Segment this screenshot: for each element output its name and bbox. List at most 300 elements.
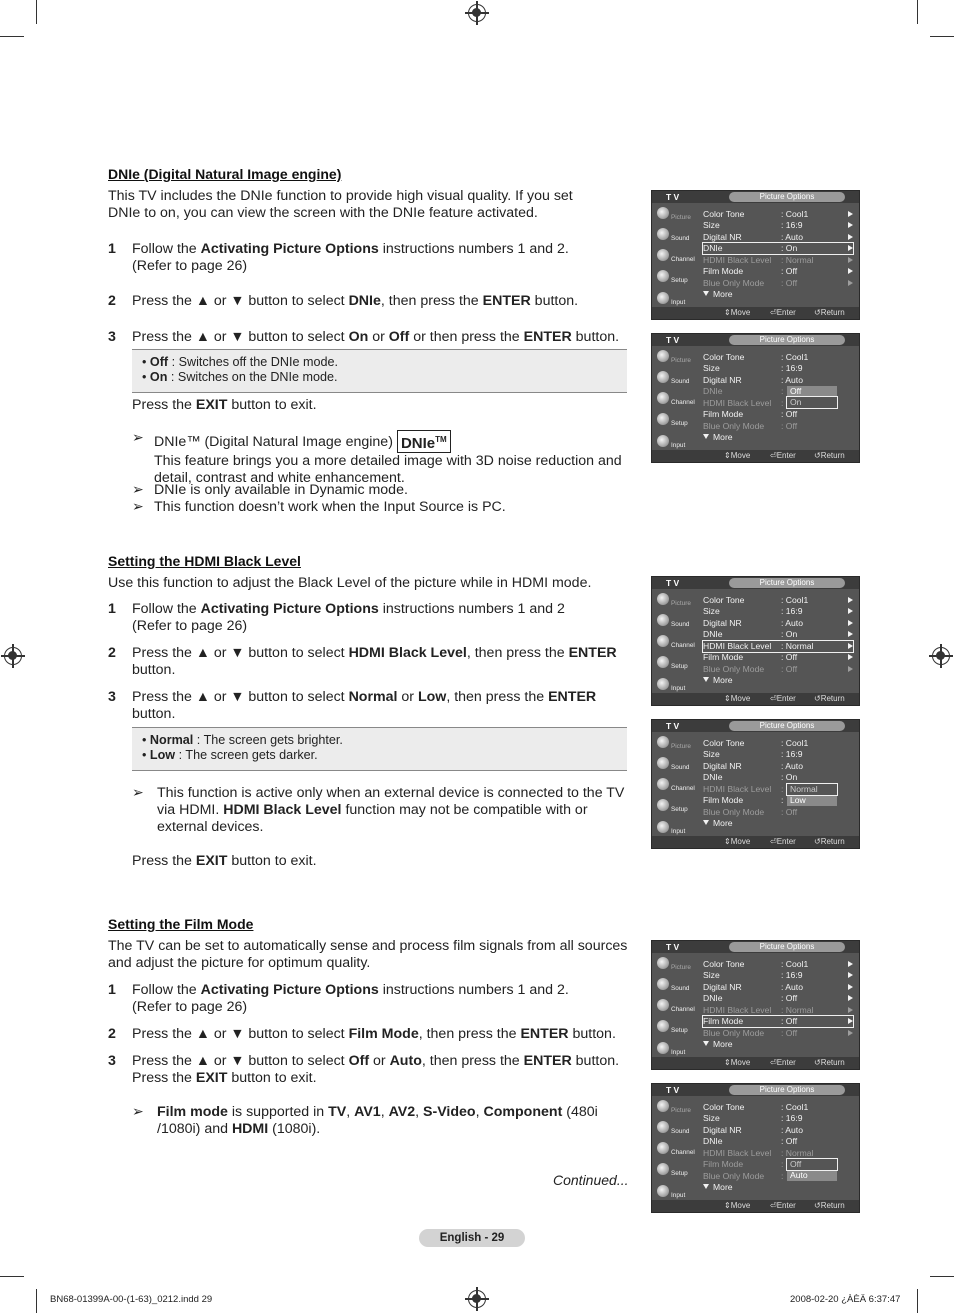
osd-row-label: HDMI Black Level (703, 255, 772, 265)
arrow-down-icon (703, 291, 709, 296)
osd-row-label: Size (703, 970, 720, 980)
osd-title-bar (652, 720, 859, 732)
osd-option-off: Off (787, 1159, 837, 1170)
osd-side-setup (654, 1018, 696, 1038)
sound-icon (657, 978, 669, 990)
osd-row-value: : Auto (781, 1125, 803, 1135)
step-text (132, 601, 628, 635)
footer-file-name: BN68-01399A-00-(1-63)_0212.indd 29 (50, 1294, 213, 1305)
step-text-part: instructions numbers 1 and 2. (378, 241, 569, 257)
note-text (157, 1104, 627, 1138)
film-intro-line: and adjust the picture for optimum quality. (108, 955, 371, 971)
setup-icon (657, 799, 669, 811)
dnie-exit-text (132, 397, 652, 414)
osd-row-hdmi (703, 1148, 853, 1159)
step-text-part: button. (571, 1053, 620, 1069)
osd-row-label: Film Mode (703, 652, 744, 662)
bullet: • (142, 733, 150, 747)
step-text-part: or (369, 1053, 390, 1069)
osd-row-blue (703, 807, 853, 818)
osd-side-label: Input (671, 828, 686, 835)
film-intro (108, 938, 628, 972)
osd-row-value: : 16:9 (781, 970, 803, 980)
osd-side-setup (654, 1161, 696, 1181)
osd-foot-label: Enter (776, 694, 796, 703)
osd-row-label: HDMI Black Level (703, 641, 772, 651)
step-number: 2 (108, 645, 116, 661)
step-text-bold: Auto (389, 1053, 422, 1069)
osd-row-value: : Cool1 (781, 738, 809, 748)
osd-row-label: Digital NR (703, 375, 742, 385)
osd-row-label: Digital NR (703, 982, 742, 992)
osd-row-value: : Normal (781, 641, 814, 651)
osd-row-value: : Off (781, 993, 798, 1003)
osd-title-bar (652, 1084, 859, 1096)
osd-row-value: : Normal (781, 1148, 814, 1158)
dnie-options-box (132, 349, 627, 393)
osd-foot-label: Move (730, 308, 751, 317)
osd-title-bar (652, 577, 859, 589)
osd-side-label: Channel (671, 642, 695, 649)
osd-row-label: DNIe (703, 243, 723, 253)
osd-side-sound (654, 1119, 696, 1139)
film-intro-line: The TV can be set to automatically sense and process film signals from all sources (108, 938, 628, 954)
step-text-part: or (397, 689, 418, 705)
osd-side-label: Picture (671, 600, 691, 607)
exit-text-bold: EXIT (195, 853, 228, 869)
osd-side-label: Setup (671, 663, 688, 670)
step-text-bold: ENTER (548, 689, 597, 705)
arrow-right-icon (848, 666, 853, 672)
setup-icon (657, 656, 669, 668)
sound-icon (657, 371, 669, 383)
dnie-heading: DNIe (Digital Natural Image engine) (108, 166, 342, 182)
osd-popup-dnie (787, 386, 837, 408)
osd-title-bar (652, 334, 859, 346)
osd-side-label: Input (671, 442, 686, 449)
option-name: Normal (149, 733, 194, 747)
osd-foot-move: ⇕ Move (724, 1201, 751, 1210)
osd-side-channel (654, 1140, 696, 1160)
osd-row-value: : 16:9 (781, 220, 803, 230)
osd-foot-enter: ⏎ Enter (770, 1201, 796, 1210)
osd-tv-label: T V (666, 721, 680, 731)
channel-icon (657, 1142, 669, 1154)
osd-row-value: : Off (781, 1028, 798, 1038)
step-text-bold: Off (348, 1053, 370, 1069)
osd-row-value: : On (781, 629, 798, 639)
step-text (132, 293, 628, 310)
arrow-right-icon (848, 995, 853, 1001)
registration-mark-icon (4, 647, 22, 665)
arrow-right-icon (848, 654, 853, 660)
osd-menu-title: Picture Options (729, 192, 845, 202)
arrow-right-icon (848, 620, 853, 626)
osd-more (703, 675, 733, 686)
osd-menu-title: Picture Options (729, 578, 845, 588)
osd-row-digital-nr (703, 1125, 853, 1136)
osd-row-film (703, 652, 853, 663)
osd-screen-dnie-select (651, 190, 860, 320)
osd-foot-label: Enter (776, 308, 796, 317)
osd-row-value: : Off (781, 278, 798, 288)
osd-side-label: Input (671, 299, 686, 306)
osd-row-hdmi (703, 255, 853, 266)
osd-sidebar (654, 348, 696, 456)
osd-foot-enter: ⏎ Enter (770, 694, 796, 703)
osd-side-label: Picture (671, 357, 691, 364)
osd-row-size (703, 970, 853, 981)
crop-mark (930, 36, 954, 37)
channel-icon (657, 778, 669, 790)
osd-side-channel (654, 633, 696, 653)
osd-row-value: : (781, 1171, 784, 1181)
osd-title-bar (652, 941, 859, 953)
osd-row-label: Size (703, 606, 720, 616)
osd-row-label: DNIe (703, 629, 723, 639)
osd-row-color-tone (703, 1102, 853, 1113)
picture-icon (657, 207, 669, 219)
note-text-part: (1080i). (268, 1121, 321, 1137)
step-text-part: button. (530, 293, 579, 309)
osd-foot-label: Return (820, 837, 845, 846)
osd-side-sound (654, 612, 696, 632)
note-arrow-icon: ➢ (132, 430, 144, 446)
osd-row-value: : Auto (781, 982, 803, 992)
osd-side-label: Sound (671, 985, 690, 992)
crop-mark (0, 1276, 24, 1277)
osd-foot-return: ↺ Return (814, 837, 845, 846)
osd-side-sound (654, 226, 696, 246)
osd-side-picture (654, 1098, 696, 1118)
step-text (132, 1026, 628, 1043)
note-text-part: (480i (562, 1104, 598, 1120)
osd-tv-label: T V (666, 942, 680, 952)
picture-icon (657, 1100, 669, 1112)
osd-row-dnie (703, 772, 853, 783)
step-text-part: Press the (132, 1070, 196, 1086)
osd-foot-label: Enter (776, 837, 796, 846)
step-number: 1 (108, 982, 116, 998)
osd-side-label: Sound (671, 235, 690, 242)
osd-foot-label: Return (820, 1201, 845, 1210)
osd-row-label: Film Mode (703, 795, 744, 805)
arrow-down-icon (703, 677, 709, 682)
picture-icon (657, 593, 669, 605)
osd-row-label: Size (703, 363, 720, 373)
osd-side-setup (654, 654, 696, 674)
osd-row-color-tone (703, 595, 853, 606)
osd-row-label: Blue Only Mode (703, 664, 765, 674)
arrow-right-icon (848, 643, 853, 649)
osd-row-color-tone (703, 738, 853, 749)
step-text-part: , then press the (421, 1053, 524, 1069)
note-arrow-icon: ➢ (132, 499, 144, 515)
step-text (132, 645, 628, 679)
osd-row-label: Blue Only Mode (703, 807, 765, 817)
osd-foot-label: Return (820, 694, 845, 703)
osd-tv-label: T V (666, 335, 680, 345)
step-text (132, 329, 628, 346)
osd-sidebar (654, 734, 696, 842)
option-name: Low (149, 748, 176, 762)
osd-side-sound (654, 369, 696, 389)
step-text-part: , then press the (466, 645, 569, 661)
osd-footer (652, 1057, 859, 1069)
osd-foot-return: ↺ Return (814, 694, 845, 703)
osd-tv-label: T V (666, 578, 680, 588)
osd-foot-label: Return (820, 308, 845, 317)
osd-side-label: Sound (671, 621, 690, 628)
input-icon (657, 292, 669, 304)
osd-side-label: Channel (671, 1149, 695, 1156)
crop-mark (930, 1276, 954, 1277)
osd-more (703, 289, 733, 300)
osd-row-label: HDMI Black Level (703, 784, 772, 794)
osd-row-label: Color Tone (703, 352, 745, 362)
osd-row-value: : Off (781, 652, 798, 662)
osd-side-setup (654, 797, 696, 817)
osd-row-value: : Off (781, 807, 798, 817)
channel-icon (657, 635, 669, 647)
step-text-bold: Activating Picture Options (200, 241, 379, 257)
bullet: • (142, 355, 150, 369)
note-text-part: external devices. (157, 819, 264, 835)
osd-more-label: More (713, 818, 733, 828)
osd-sidebar (654, 1098, 696, 1206)
osd-side-channel (654, 390, 696, 410)
registration-mark-icon (932, 647, 950, 665)
arrow-right-icon (848, 984, 853, 990)
note-text-part: This feature brings you a more detailed image with 3D noise reduction and (154, 453, 622, 469)
crop-mark (917, 1289, 918, 1313)
footer-timestamp: 2008-02-20 ¿ÀÈÄ 6:37:47 (790, 1294, 901, 1305)
note-text-bold: Film mode (157, 1104, 228, 1120)
step-text (132, 1053, 628, 1087)
option-desc: : Switches off the DNIe mode. (168, 355, 338, 369)
osd-side-label: Channel (671, 399, 695, 406)
osd-side-label: Setup (671, 277, 688, 284)
step-text-part: Follow the (132, 241, 201, 257)
arrow-right-icon (848, 245, 853, 251)
osd-row-digital-nr (703, 618, 853, 629)
crop-mark (36, 0, 37, 24)
note-arrow-icon: ➢ (132, 1104, 144, 1120)
osd-side-label: Input (671, 685, 686, 692)
osd-side-label: Setup (671, 806, 688, 813)
osd-foot-return: ↺ Return (814, 1058, 845, 1067)
osd-row-label: Size (703, 1113, 720, 1123)
osd-row-color-tone (703, 959, 853, 970)
step-text-part: instructions numbers 1 and 2. (378, 982, 569, 998)
osd-row-label: Blue Only Mode (703, 421, 765, 431)
step-text-part: Press the ▲ or ▼ button to select (132, 329, 349, 345)
osd-row-label: Digital NR (703, 232, 742, 242)
osd-row-label: HDMI Black Level (703, 398, 772, 408)
sound-icon (657, 614, 669, 626)
osd-title-bar (652, 191, 859, 203)
osd-foot-return: ↺ Return (814, 308, 845, 317)
sound-icon (657, 757, 669, 769)
note-text-part: , (475, 1104, 484, 1120)
osd-row-digital-nr (703, 982, 853, 993)
osd-side-channel (654, 776, 696, 796)
osd-side-picture (654, 734, 696, 754)
osd-side-label: Sound (671, 764, 690, 771)
osd-row-hdmi (703, 1005, 853, 1016)
osd-foot-enter: ⏎ Enter (770, 1058, 796, 1067)
osd-footer (652, 1200, 859, 1212)
osd-row-size (703, 749, 853, 760)
input-icon (657, 678, 669, 690)
osd-more (703, 432, 733, 443)
step-text-bold: On (348, 329, 369, 345)
osd-row-value: : Auto (781, 375, 803, 385)
osd-foot-move: ⇕ Move (724, 837, 751, 846)
osd-side-label: Setup (671, 1027, 688, 1034)
logo-text: DNIe (400, 435, 436, 452)
osd-row-value: : (781, 784, 784, 794)
step-number: 3 (108, 1053, 116, 1069)
osd-more-label: More (713, 432, 733, 442)
osd-side-label: Channel (671, 785, 695, 792)
note-text-part: detail, contrast and white enhancement. (154, 470, 405, 486)
osd-row-value: : Off (781, 266, 798, 276)
step-text-part: , then press the (446, 689, 549, 705)
step-text-bold: EXIT (195, 1070, 228, 1086)
osd-row-value: : (781, 398, 784, 408)
crop-mark (0, 36, 24, 37)
picture-icon (657, 957, 669, 969)
note-text (157, 785, 627, 836)
continued-label: Continued... (553, 1172, 629, 1188)
osd-side-label: Channel (671, 256, 695, 263)
osd-menu-title: Picture Options (729, 1085, 845, 1095)
note-text-part: is supported in (227, 1104, 329, 1120)
step-text-part: Press the ▲ or ▼ button to select (132, 1053, 349, 1069)
osd-row-digital-nr (703, 232, 853, 243)
osd-side-label: Input (671, 1049, 686, 1056)
arrow-right-icon (848, 234, 853, 240)
osd-foot-label: Move (730, 1201, 751, 1210)
osd-row-value: : Cool1 (781, 209, 809, 219)
arrow-right-icon (848, 972, 853, 978)
osd-foot-move: ⇕ Move (724, 1058, 751, 1067)
osd-row-dnie (703, 243, 853, 254)
note-text-bold: TV (328, 1104, 347, 1120)
osd-row-label: HDMI Black Level (703, 1148, 772, 1158)
osd-option-normal: Normal (787, 784, 837, 795)
step-text-part: Press the ▲ or ▼ button to select (132, 1026, 349, 1042)
osd-row-dnie (703, 993, 853, 1004)
osd-row-value: : Auto (781, 232, 803, 242)
arrow-right-icon (848, 257, 853, 263)
arrow-right-icon (848, 222, 853, 228)
osd-row-label: HDMI Black Level (703, 1005, 772, 1015)
osd-footer (652, 307, 859, 319)
osd-side-setup (654, 268, 696, 288)
osd-row-value: : Normal (781, 255, 814, 265)
note-text-part: , (415, 1104, 424, 1120)
osd-row-label: DNIe (703, 386, 723, 396)
osd-row-label: Color Tone (703, 959, 745, 969)
note-text-bold: AV2 (388, 1104, 416, 1120)
osd-row-label: Film Mode (703, 266, 744, 276)
note-arrow-icon: ➢ (132, 482, 144, 498)
exit-text-part: button to exit. (227, 397, 317, 413)
osd-row-label: Color Tone (703, 1102, 745, 1112)
osd-screen-hdmi-select (651, 576, 860, 706)
osd-option-low: Low (787, 795, 837, 806)
osd-row-label: Digital NR (703, 761, 742, 771)
osd-row-label: Color Tone (703, 209, 745, 219)
osd-foot-label: Move (730, 694, 751, 703)
step-number: 1 (108, 241, 116, 257)
osd-row-size (703, 1113, 853, 1124)
osd-row-value: : (781, 386, 784, 396)
osd-row-digital-nr (703, 375, 853, 386)
arrow-down-icon (703, 434, 709, 439)
step-text-part: Press the ▲ or ▼ button to select (132, 293, 349, 309)
input-icon (657, 1185, 669, 1197)
step-text-part: button. (571, 329, 620, 345)
bullet: • (142, 748, 150, 762)
osd-row-size (703, 363, 853, 374)
input-icon (657, 1042, 669, 1054)
osd-side-label: Picture (671, 964, 691, 971)
arrow-down-icon (703, 1184, 709, 1189)
picture-icon (657, 350, 669, 362)
hdmi-options-box (132, 727, 627, 771)
osd-tv-label: T V (666, 192, 680, 202)
option-desc: : The screen gets darker. (175, 748, 318, 762)
osd-foot-enter: ⏎ Enter (770, 451, 796, 460)
step-text-part: (Refer to page 26) (132, 258, 248, 274)
arrow-right-icon (848, 631, 853, 637)
step-text-bold: Off (388, 329, 410, 345)
registration-mark-icon (468, 4, 486, 22)
note-text-bold: Component (483, 1104, 563, 1120)
osd-side-channel (654, 997, 696, 1017)
exit-text-part: Press the (132, 397, 196, 413)
note-text-bold: HDMI Black Level (223, 802, 342, 818)
step-number: 3 (108, 689, 116, 705)
osd-row-size (703, 606, 853, 617)
osd-row-label: Film Mode (703, 1016, 744, 1026)
note-text-part: function may not be compatible with or (341, 802, 588, 818)
osd-row-hdmi (703, 641, 853, 652)
option-name: On (149, 370, 168, 384)
osd-row-value: : Off (781, 664, 798, 674)
arrow-down-icon (703, 1041, 709, 1046)
option-desc: : Switches on the DNIe mode. (167, 370, 338, 384)
osd-row-value: : Normal (781, 1005, 814, 1015)
osd-side-label: Sound (671, 1128, 690, 1135)
osd-side-sound (654, 755, 696, 775)
note-text-part: , (380, 1104, 389, 1120)
step-text-bold: ENTER (568, 645, 617, 661)
osd-menu-title: Picture Options (729, 335, 845, 345)
picture-icon (657, 736, 669, 748)
osd-side-label: Picture (671, 214, 691, 221)
hdmi-intro: Use this function to adjust the Black Level of the picture while in HDMI mode. (108, 575, 592, 591)
osd-side-picture (654, 348, 696, 368)
step-text-part: (Refer to page 26) (132, 618, 248, 634)
film-heading: Setting the Film Mode (108, 916, 254, 932)
osd-row-digital-nr (703, 761, 853, 772)
osd-row-film (703, 266, 853, 277)
osd-row-value: : Off (781, 409, 798, 419)
